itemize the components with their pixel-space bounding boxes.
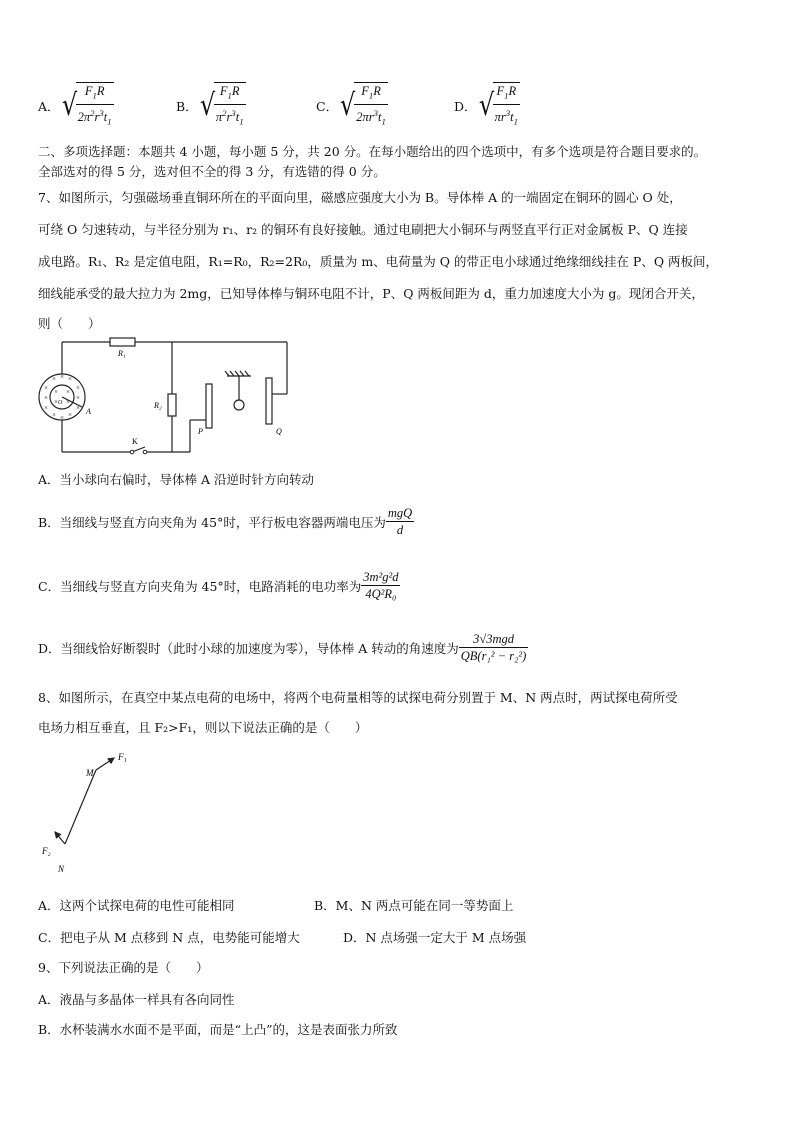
svg-text:×: × — [66, 388, 70, 396]
q7-option-d-formula: $\frac{\text{3√3mgd}}{\text{QB(r₁² − r₂²)}}$ — [460, 632, 527, 663]
q7-stem-line2: 可绕 O 匀速转动，与半径分别为 r₁、r₂ 的铜环有良好接触。通过电刷把大小铜环与两竖直平行正对金属板 P、Q 连接 — [38, 222, 688, 237]
q7-fig-label-q: Q — [276, 427, 282, 436]
q7-fig-label-p: P — [198, 427, 203, 436]
q6-option-c-label: C． — [316, 99, 339, 114]
svg-text:×: × — [54, 398, 58, 406]
section2-instructions-line1: 二、多项选择题：本题共 4 小题，每小题 5 分，共 20 分。在每小题给出的四个选项中，有多个选项是符合题目要求的。 — [38, 144, 707, 159]
svg-text:×: × — [76, 394, 80, 402]
q7-circuit-figure — [32, 334, 302, 464]
q8-option-a: A．这两个试探电荷的电性可能相同 — [38, 898, 235, 913]
q9-option-a: A．液晶与多晶体一样具有各向同性 — [38, 992, 235, 1007]
q6-option-a-formula: √ $\frac{F_1R}{2\pi^2r^3t_1}$ — [60, 82, 114, 129]
q6-option-b-label: B． — [176, 99, 198, 114]
q6-option-b-formula: √ $\frac{F_1R}{\pi^2r^3t_1}$ — [198, 82, 246, 129]
svg-text:×: × — [60, 373, 64, 381]
q7-option-d-text: D．当细线恰好断裂时（此时小球的加速度为零），导体棒 A 转动的角速度为 — [38, 641, 459, 656]
q7-stem-line1: 7、如图所示，匀强磁场垂直铜环所在的平面向里，磁感应强度大小为 B。导体棒 A 的一端固定在铜环的圆心 O 处， — [38, 190, 682, 205]
q6-option-a — [38, 84, 114, 128]
q8-fig-label-m: M — [86, 768, 94, 778]
section2-instructions-line2: 全部选对的得 5 分，选对但不全的得 3 分，有选错的得 0 分。 — [38, 164, 386, 179]
q9-option-b: B．水杯装满水水面不是平面，而是“上凸”的，这是表面张力所致 — [38, 1022, 398, 1037]
svg-text:×: × — [52, 375, 56, 383]
q7-fig-label-r2: R₂ — [154, 401, 162, 410]
q8-fig-label-f1: F₁ — [118, 752, 127, 762]
svg-text:×: × — [68, 375, 72, 383]
svg-text:×: × — [52, 411, 56, 419]
svg-text:×: × — [60, 414, 64, 422]
q7-option-c — [38, 564, 400, 608]
q7-option-b-formula: $\frac{\text{mgQ}}{d}$ — [387, 506, 413, 537]
q8-stem-line1: 8、如图所示，在真空中某点电荷的电场中，将两个电荷量相等的试探电荷分别置于 M、N 两点时，两试探电荷所受 — [38, 690, 678, 705]
q7-stem-line5: 则（ ） — [38, 316, 101, 331]
q7-option-b-text: B．当细线与竖直方向夹角为 45°时，平行板电容器两端电压为 — [38, 515, 386, 530]
svg-text:×: × — [44, 394, 48, 402]
q6-option-a-label: A． — [38, 99, 60, 114]
q8-option-d: D．N 点场强一定大于 M 点场强 — [343, 930, 527, 945]
q7-fig-label-o: O — [58, 400, 63, 406]
q7-stem-line3: 成电路。R₁、R₂ 是定值电阻，R₁=R₀，R₂=2R₀，质量为 m、电荷量为 Q 的带正电小球通过绝缘细线挂在 P、Q 两板间， — [38, 254, 719, 269]
q7-stem-line4: 细线能承受的最大拉力为 2mg，已知导体棒与铜环电阻不计，P、Q 两板间距为 d，重力加速度大小为 g。现闭合开关， — [38, 286, 704, 301]
q8-option-c: C．把电子从 M 点移到 N 点，电势能可能增大 — [38, 930, 300, 945]
q7-option-d — [38, 626, 528, 670]
q7-fig-label-r1: R₁ — [118, 349, 126, 358]
q6-option-d — [454, 84, 520, 128]
svg-text:×: × — [76, 384, 80, 392]
q7-option-b — [38, 502, 414, 542]
q7-option-c-text: C．当细线与竖直方向夹角为 45°时，电路消耗的电功率为 — [38, 579, 362, 594]
svg-text:×: × — [66, 398, 70, 406]
q7-fig-label-k: K — [132, 437, 138, 446]
svg-text:×: × — [44, 384, 48, 392]
svg-text:×: × — [54, 388, 58, 396]
q9-stem: 9、下列说法正确的是（ ） — [38, 960, 209, 975]
q7-option-a: A．当小球向右偏时，导体棒 A 沿逆时针方向转动 — [38, 472, 315, 487]
svg-text:×: × — [44, 404, 48, 412]
svg-text:×: × — [76, 404, 80, 412]
q8-fig-label-f2: F₂ — [42, 846, 51, 856]
svg-text:×: × — [68, 411, 72, 419]
q6-option-d-formula: √ $\frac{F_1R}{\pi r^3t_1}$ — [477, 82, 521, 129]
q6-option-c-formula: √ $\frac{F_1R}{2\pi r^3t_1}$ — [338, 82, 388, 129]
q8-option-b: B．M、N 两点可能在同一等势面上 — [314, 898, 514, 913]
q7-option-c-formula: $\frac{\text{3m²g²d}}{\text{4Q²R₀}}$ — [363, 570, 399, 601]
q6-option-d-label: D． — [454, 99, 477, 114]
q8-field-figure — [36, 748, 146, 878]
q8-stem-line2: 电场力相互垂直，且 F₂>F₁，则以下说法正确的是（ ） — [38, 720, 368, 735]
q6-option-c — [316, 84, 388, 128]
q6-option-b — [176, 84, 246, 128]
q8-fig-label-n: N — [58, 864, 65, 874]
q7-fig-label-a: A — [86, 407, 91, 416]
